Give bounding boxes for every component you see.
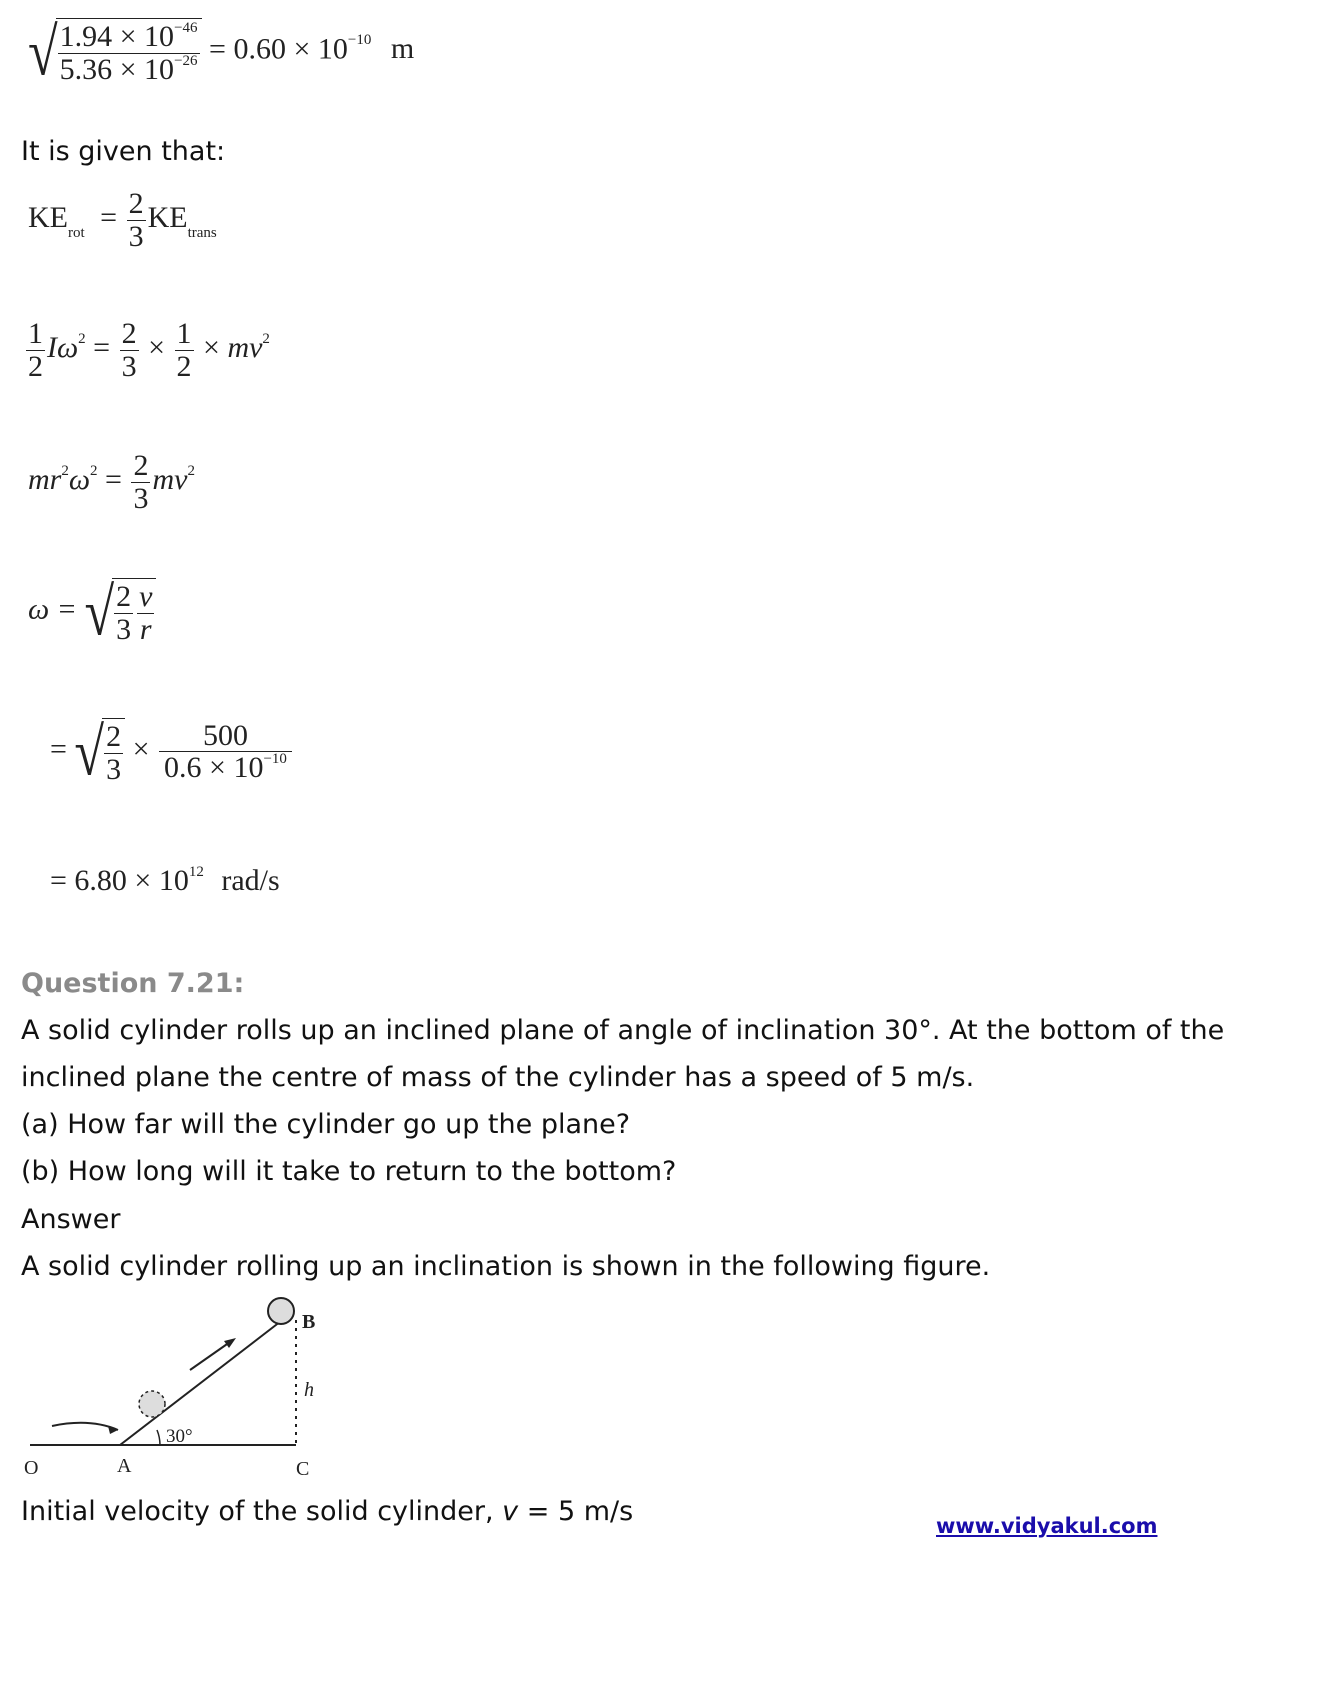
cylinder-start: [139, 1391, 165, 1417]
radical-sign: √: [74, 714, 105, 789]
radical-sign: √: [28, 14, 58, 89]
equation-wavelength: √ $\frac{1.94 \times 10^{-46}}{5.36 \times 10^{-26}}$ = $0.60 \times 10^{-10}$ m: [28, 14, 415, 89]
question-part-a: (a) How far will the cylinder go up the plane?: [21, 1109, 631, 1140]
motion-arrowhead: [224, 1338, 236, 1348]
question-line-2: inclined plane the centre of mass of the cylinder has a speed of 5 m/s.: [21, 1062, 975, 1093]
question-heading: Question 7.21:: [21, 968, 245, 999]
inclined-plane-figure: [0, 1290, 360, 1490]
square-root: √ $\frac{1.94 \times 10^{-46}}{5.36 \times 10^{-26}}$: [28, 18, 202, 85]
intro-text: It is given that:: [21, 136, 226, 167]
approach-arrow: [52, 1423, 118, 1430]
angle-arc: [157, 1430, 160, 1445]
equation-omega-relation: $mr^2\omega^2$ = $\frac{2}{3}$ $mv^2$: [28, 449, 195, 515]
incline-line: [120, 1318, 285, 1445]
radical-sign: √: [84, 574, 115, 649]
answer-label: Answer: [21, 1204, 121, 1235]
question-part-b: (b) How long will it take to return to the bottom?: [21, 1156, 677, 1187]
label-h: h: [304, 1379, 314, 1401]
label-c: C: [296, 1458, 310, 1480]
equation-omega-result: = $6.80 \times 10^{12}$ rad/s: [50, 864, 280, 897]
cylinder-end: [268, 1298, 294, 1324]
equation-ke-ratio: $KE_{rot}$ = $\frac{2}{3}$ $KE_{trans}$: [28, 187, 217, 253]
label-a: A: [117, 1455, 132, 1477]
equation-energy: $\frac{1}{2}$ $I\omega^2$ = $\frac{2}{3}$ × $\frac{1}{2}$ × $mv^2$: [28, 317, 270, 383]
initial-velocity-text: Initial velocity of the solid cylinder, v = 5 m/s: [21, 1496, 634, 1527]
question-line-1: A solid cylinder rolls up an inclined plane of angle of inclination 30°. At the bottom of the: [21, 1015, 1225, 1046]
equation-omega-substitution: = √ $\frac{2}{3}$ × $\frac{500}{0.6 \times 10^{-10}}$: [50, 718, 294, 785]
label-o: O: [24, 1457, 39, 1479]
equation-omega-formula: ω = √ $\frac{2}{3}$ $\frac{v}{r}$: [28, 578, 156, 645]
answer-intro: A solid cylinder rolling up an inclination is shown in the following figure.: [21, 1251, 991, 1282]
angle-label: 30°: [166, 1426, 193, 1447]
vidyakul-link[interactable]: www.vidyakul.com: [936, 1514, 1158, 1538]
label-b: B: [302, 1311, 316, 1333]
